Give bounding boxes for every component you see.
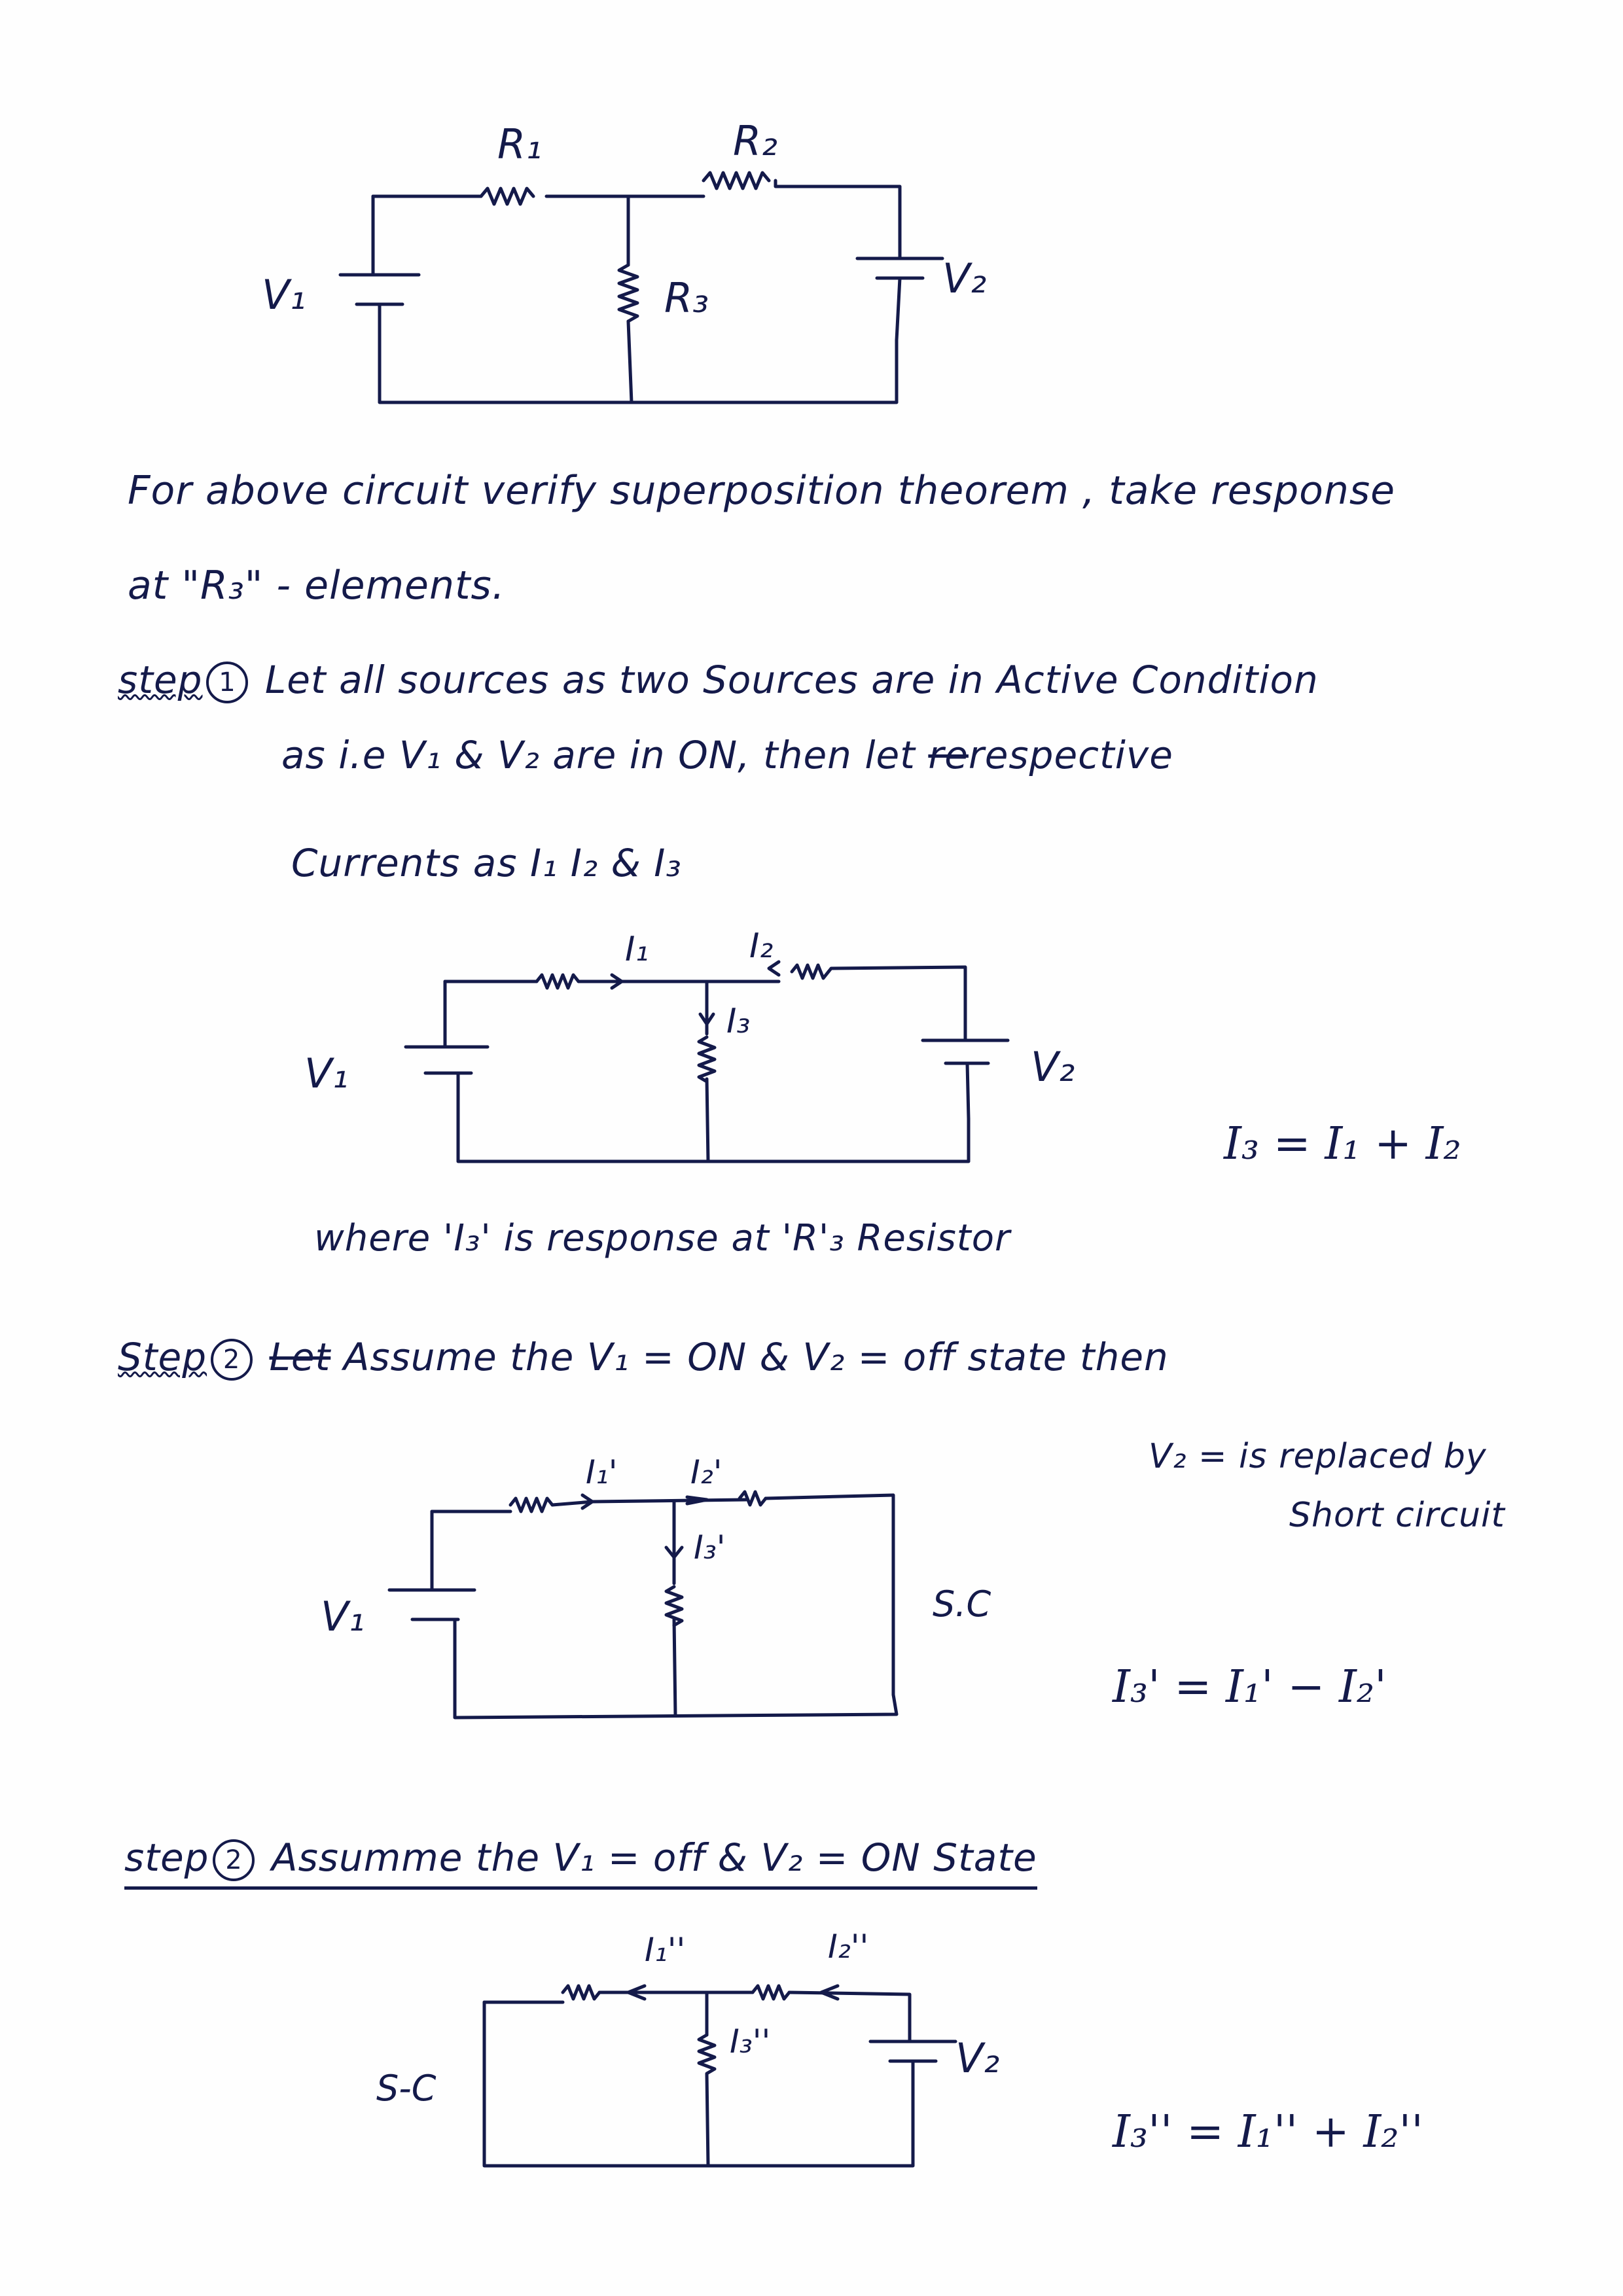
step3-number: 2 [213, 1839, 255, 1881]
resistor [753, 1986, 789, 1999]
step3-label: step [124, 1835, 209, 1880]
label-i3: I₃ [726, 1002, 751, 1041]
step2-number: 2 [211, 1339, 253, 1381]
step1-line-1: Let all sources as two Sources are in Active Condition [264, 658, 1319, 702]
struck-text: re [928, 733, 969, 777]
label-i2-double-prime: I₂'' [828, 1928, 869, 1966]
problem-line-1: For above circuit verify superposition theorem , take response [128, 468, 1396, 514]
problem-line-2: at "R₃" - elements. [128, 563, 505, 609]
label-i3-prime: I₃' [694, 1528, 726, 1566]
circuit-wire [707, 2074, 708, 2166]
label-short-circuit: S-C [376, 2068, 437, 2109]
step2-text: Assume the V₁ = ON & V₂ = off state then [343, 1335, 1169, 1379]
label-i2: I₂ [749, 927, 774, 966]
struck-text: Let [269, 1335, 331, 1379]
step1-line-2: as i.e V₁ & V₂ are in ON, then let rerespective [281, 733, 1173, 777]
step1-equation: I₃ = I₁ + I₂ [1224, 1118, 1461, 1170]
label-i1-prime: I₁' [586, 1453, 618, 1491]
resistor [563, 1986, 599, 1999]
label-v1: V₁ [262, 271, 306, 319]
step3-equation: I₃'' = I₁'' + I₂'' [1113, 2106, 1423, 2158]
short-circuit-wire [484, 2002, 913, 2166]
label-i2-prime: I₂' [690, 1453, 722, 1491]
label-i3-double-prime: I₃'' [730, 2022, 771, 2060]
label-v2: V₂ [942, 255, 987, 302]
step1-note: where 'I₃' is response at 'R'₃ Resistor [314, 1217, 1011, 1260]
step1-line-3: Currents as I₁ I₂ & I₃ [291, 841, 682, 885]
resistor-r3 [699, 2035, 715, 2074]
label-short-circuit: S.C [933, 1583, 991, 1625]
step1-number: 1 [206, 662, 248, 703]
label-v2: V₂ [1031, 1043, 1075, 1091]
circuit-wire [789, 1992, 910, 2041]
step2-equation: I₃' = I₁' − I₂' [1113, 1661, 1387, 1713]
label-i1: I₁ [625, 930, 649, 969]
label-v1: V₁ [304, 1050, 349, 1097]
label-v1: V₁ [321, 1593, 365, 1640]
step3-text: Assumme the V₁ = off & V₂ = ON State [271, 1835, 1037, 1880]
step1-label: step [118, 658, 203, 702]
label-r1: R₁ [497, 120, 542, 168]
step2-note-2: Short circuit [1289, 1496, 1505, 1535]
step2-label: Step [118, 1335, 207, 1379]
label-i1-double-prime: I₁'' [645, 1931, 686, 1969]
step2-note-1: V₂ = is replaced by [1149, 1437, 1487, 1476]
label-v2: V₂ [955, 2034, 1000, 2082]
label-r3: R₃ [664, 274, 709, 322]
label-r2: R₂ [733, 117, 777, 165]
